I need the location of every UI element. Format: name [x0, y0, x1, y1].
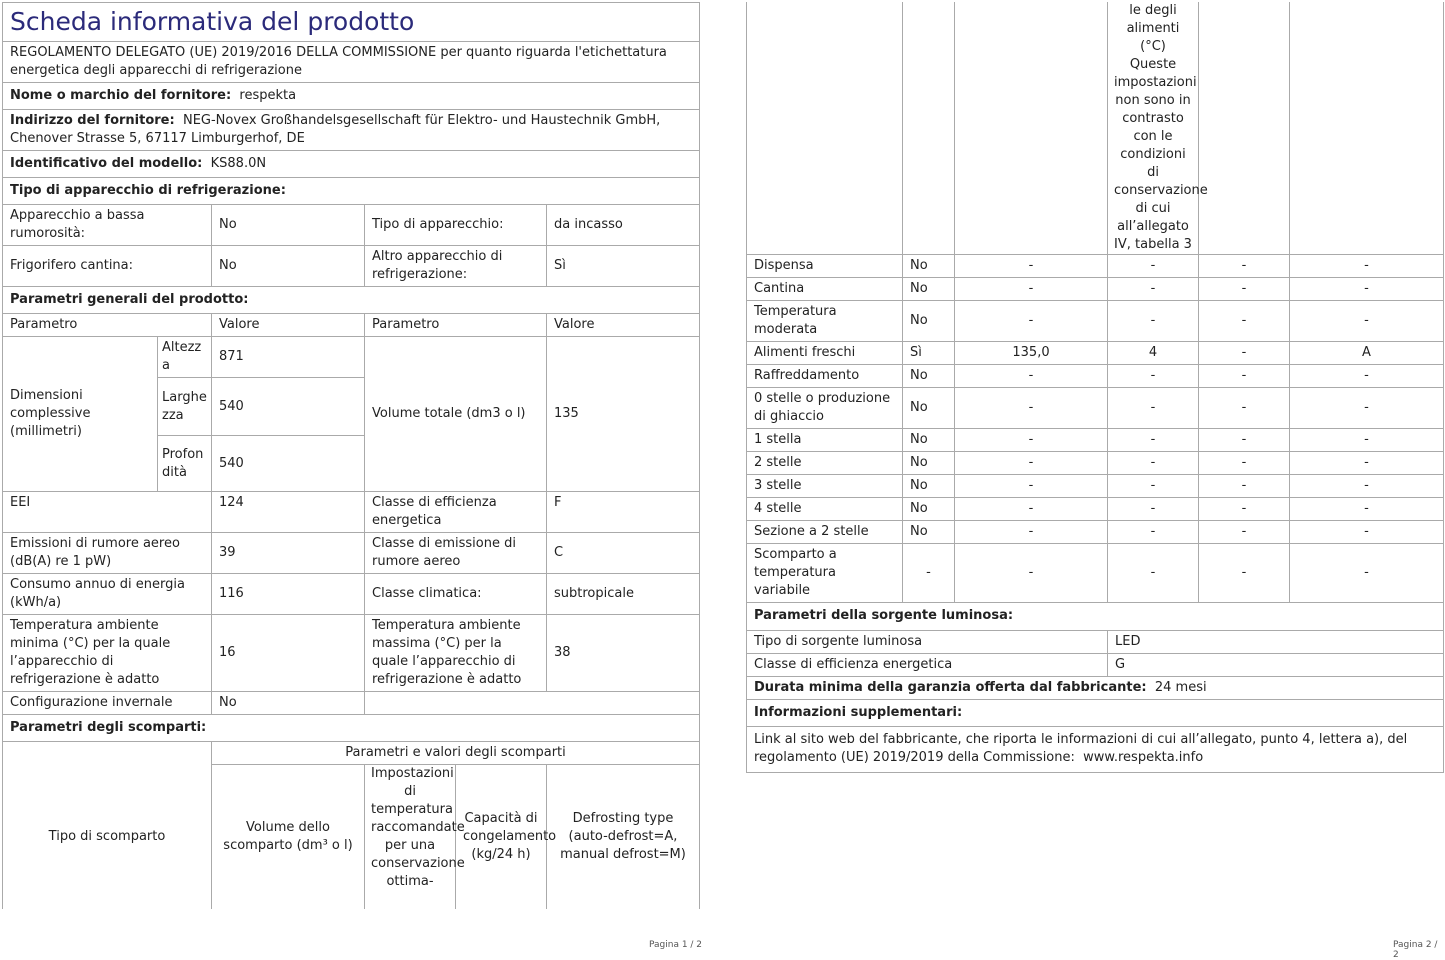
supplier-name-row: [3, 83, 700, 110]
compartment-temp: -: [1108, 365, 1199, 388]
compartment-name: 2 stelle: [747, 452, 903, 475]
compartment-freeze: -: [1199, 498, 1290, 521]
compartment-defrost: -: [1290, 278, 1444, 301]
supplier-name-label: Nome o marchio del fornitore:: [10, 88, 232, 103]
compartment-temp: 4: [1108, 342, 1199, 365]
compartment-name: Alimenti freschi: [747, 342, 903, 365]
page-title: Scheda informativa del prodotto: [3, 3, 700, 42]
col-param-header: Parametro: [3, 314, 212, 337]
page-number-2: Pagina 2 / 2: [1393, 940, 1438, 960]
compartment-values-heading: Parametri e valori degli scomparti: [212, 742, 700, 765]
compartment-temp: -: [1108, 388, 1199, 429]
compartment-present: No: [903, 255, 955, 278]
compartments-heading: [3, 715, 700, 742]
light-heading-text: Parametri della sorgente luminosa:: [754, 608, 1014, 624]
compartment-present: No: [903, 521, 955, 544]
climate-value: subtropicale: [547, 574, 700, 615]
energy-value: 116: [212, 574, 365, 615]
compartments-header-table: [2, 742, 700, 909]
general-heading: [3, 287, 700, 314]
light-type-label: Tipo di sorgente luminosa: [747, 630, 1108, 653]
tmax-value: 38: [547, 615, 700, 692]
other-label: Altro apparecchio di refrigerazione:: [365, 246, 547, 287]
compartment-temp-header-part2: [1108, 2, 1208, 255]
compartment-present: No: [903, 498, 955, 521]
other-value: Sì: [547, 246, 700, 287]
page-1: [2, 2, 699, 909]
extra-info: [747, 726, 1444, 772]
compartment-present: No: [903, 278, 955, 301]
compartment-present: No: [903, 475, 955, 498]
general-heading-text: Parametri generali del prodotto:: [10, 292, 249, 307]
energy-label: Consumo annuo di energia (kWh/a): [3, 574, 212, 615]
warranty-label: Durata minima della garanzia offerta dal fabbricante:: [754, 679, 1147, 695]
light-source-table: [746, 603, 1444, 773]
model-label: Identificativo del modello:: [10, 156, 203, 171]
low-noise-value: No: [212, 205, 365, 246]
compartment-temp: -: [1108, 475, 1199, 498]
compartment-name: 0 stelle o produzione di ghiaccio: [747, 388, 903, 429]
supplier-address-row: [3, 110, 700, 151]
compartment-name: 3 stelle: [747, 475, 903, 498]
winter-value: No: [212, 692, 365, 715]
width-label: Larghezza: [158, 378, 212, 436]
warranty-row: [747, 676, 1444, 699]
compartment-volume: -: [955, 255, 1108, 278]
compartment-defrost: -: [1290, 255, 1444, 278]
compartment-defrost: -: [1290, 365, 1444, 388]
eei-label: EEI: [3, 492, 212, 533]
compartment-temp: -: [1108, 278, 1199, 301]
compartment-name: Scomparto a temperatura variabile: [747, 544, 903, 603]
compartment-defrost: -: [1290, 498, 1444, 521]
compartment-volume: -: [955, 452, 1108, 475]
wine-label: Frigorifero cantina:: [3, 246, 212, 287]
page-number-1: Pagina 1 / 2: [649, 940, 703, 950]
product-info-table: [2, 2, 700, 742]
total-volume-value: 135: [547, 337, 700, 492]
compartment-volume: -: [955, 521, 1108, 544]
compartment-volume: -: [955, 301, 1108, 342]
compartment-present: -: [903, 544, 955, 603]
compartment-defrost-header: Defrosting type (auto-defrost=A, manual defrost=M): [547, 765, 700, 909]
total-volume-label: Volume totale (dm3 o l): [365, 337, 547, 492]
type-label: Tipo di apparecchio:: [365, 205, 547, 246]
col-value-header-2: Valore: [547, 314, 700, 337]
model-row: [3, 151, 700, 178]
compartment-freeze: -: [1199, 452, 1290, 475]
compartment-present: No: [903, 429, 955, 452]
col-param-header-2: Parametro: [365, 314, 547, 337]
compartment-freeze: -: [1199, 365, 1290, 388]
compartment-name: Dispensa: [747, 255, 903, 278]
compartment-temp: -: [1108, 544, 1199, 603]
compartment-present: No: [903, 452, 955, 475]
warranty-value: 24 mesi: [1154, 679, 1207, 695]
compartment-volume: -: [955, 278, 1108, 301]
compartment-freeze: -: [1199, 278, 1290, 301]
temp-header-line-b: Queste impostazioni non sono in contrasto con le condizioni di conservazione di cui all’allegato IV, tabella 3: [1114, 57, 1208, 252]
compartment-freeze: -: [1199, 544, 1290, 603]
compartment-volume: -: [955, 498, 1108, 521]
compartment-row: [747, 452, 1444, 475]
compartment-temp: -: [1108, 498, 1199, 521]
compartment-present: No: [903, 388, 955, 429]
compartment-freeze: -: [1199, 342, 1290, 365]
compartment-freeze: -: [1199, 429, 1290, 452]
compartment-defrost: -: [1290, 452, 1444, 475]
compartment-defrost: -: [1290, 301, 1444, 342]
depth-value: 540: [212, 436, 365, 492]
compartment-name: 1 stella: [747, 429, 903, 452]
height-value: 871: [212, 337, 365, 378]
compartment-name: Cantina: [747, 278, 903, 301]
compartment-present: No: [903, 365, 955, 388]
compartment-row: [747, 255, 1444, 278]
compartments-table: [746, 255, 1444, 603]
appliance-type-heading: [3, 178, 700, 205]
tmin-label: Temperatura ambiente minima (°C) per la quale l’apparecchio di refrigerazione è adatto: [3, 615, 212, 692]
eei-value: 124: [212, 492, 365, 533]
compartment-present: Sì: [903, 342, 955, 365]
height-label: Altezza: [158, 337, 212, 378]
light-class-label: Classe di efficienza energetica: [747, 653, 1108, 676]
compartment-name: Sezione a 2 stelle: [747, 521, 903, 544]
compartment-defrost: -: [1290, 429, 1444, 452]
compartment-volume: -: [955, 475, 1108, 498]
compartment-row: [747, 365, 1444, 388]
compartment-volume: 135,0: [955, 342, 1108, 365]
low-noise-label: Apparecchio a bassa rumorosità:: [3, 205, 212, 246]
compartment-freeze-header: Capacità di congelamento (kg/24 h): [456, 765, 547, 909]
regulation-text: REGOLAMENTO DELEGATO (UE) 2019/2016 DELLA COMMISSIONE per quanto riguarda l'etichettatura energetica degli apparecchi di refrigerazione: [3, 42, 700, 83]
supplier-name: respekta: [239, 88, 297, 103]
model-id: KS88.0N: [210, 156, 267, 171]
compartment-row: [747, 278, 1444, 301]
compartment-row: [747, 342, 1444, 365]
eff-class-value: F: [547, 492, 700, 533]
noise-label: Emissioni di rumore aereo (dB(A) re 1 pW): [3, 533, 212, 574]
light-type-value: LED: [1108, 630, 1444, 653]
compartment-freeze: -: [1199, 301, 1290, 342]
wine-value: No: [212, 246, 365, 287]
compartment-defrost: A: [1290, 342, 1444, 365]
compartment-freeze: -: [1199, 388, 1290, 429]
dimensions-label: Dimensioni complessive (millimetri): [3, 337, 158, 492]
compartment-temp: -: [1108, 429, 1199, 452]
compartment-temp: -: [1108, 521, 1199, 544]
compartment-freeze: -: [1199, 255, 1290, 278]
compartment-row: [747, 544, 1444, 603]
compartment-defrost: -: [1290, 521, 1444, 544]
depth-label: Profondità: [158, 436, 212, 492]
noise-class-label: Classe di emissione di rumore aereo: [365, 533, 547, 574]
extra-heading-text: Informazioni supplementari:: [754, 704, 963, 720]
compartment-volume: -: [955, 388, 1108, 429]
compartment-temp: -: [1108, 301, 1199, 342]
supplier-address-label: Indirizzo del fornitore:: [10, 113, 175, 128]
compartment-row: [747, 475, 1444, 498]
compartment-temp-header-part1: Impostazioni di temperatura raccomandate per una conservazione ottima-: [365, 765, 456, 909]
compartment-volume: -: [955, 365, 1108, 388]
empty-cell: [365, 692, 700, 715]
page-2: [746, 2, 1443, 773]
noise-class-value: C: [547, 533, 700, 574]
manufacturer-link[interactable]: www.respekta.info: [1083, 750, 1204, 765]
compartment-defrost: -: [1290, 544, 1444, 603]
compartment-type-header: Tipo di scomparto: [3, 765, 212, 909]
compartment-row: [747, 521, 1444, 544]
tmax-label: Temperatura ambiente massima (°C) per la quale l’apparecchio di refrigerazione è adatto: [365, 615, 547, 692]
compartment-name: Raffreddamento: [747, 365, 903, 388]
compartment-name: 4 stelle: [747, 498, 903, 521]
compartment-temp: -: [1108, 255, 1199, 278]
extra-text: Link al sito web del fabbricante, che riporta le informazioni di cui all’allegato, punto 4, lettera a), del regolamento (UE) 2019/2019 della Commissione:: [754, 732, 1408, 765]
width-value: 540: [212, 378, 365, 436]
noise-value: 39: [212, 533, 365, 574]
compartment-volume: -: [955, 429, 1108, 452]
temp-header-line-a: le degli alimenti (°C): [1126, 3, 1180, 54]
eff-class-label: Classe di efficienza energetica: [365, 492, 547, 533]
col-value-header: Valore: [212, 314, 365, 337]
climate-label: Classe climatica:: [365, 574, 547, 615]
supplier-address: NEG-Novex Großhandelsgesellschaft für Elektro- und Haustechnik GmbH, Chenover Strasse 5, 67117 Limburgerhof, DE: [10, 113, 661, 146]
light-class-value: G: [1108, 653, 1444, 676]
compartment-row: [747, 429, 1444, 452]
compartment-row: [747, 388, 1444, 429]
compartment-freeze: -: [1199, 521, 1290, 544]
compartment-freeze: -: [1199, 475, 1290, 498]
extra-heading: [747, 699, 1444, 726]
compartment-temp: -: [1108, 452, 1199, 475]
compartment-volume: -: [955, 544, 1108, 603]
tmin-value: 16: [212, 615, 365, 692]
compartment-row: [747, 301, 1444, 342]
compartment-present: No: [903, 301, 955, 342]
compartment-row: [747, 498, 1444, 521]
compartments-header-continued: [746, 2, 1444, 255]
compartment-volume-header: Volume dello scomparto (dm³ o l): [212, 765, 365, 909]
compartment-defrost: -: [1290, 475, 1444, 498]
compartment-defrost: -: [1290, 388, 1444, 429]
compartments-heading-text: Parametri degli scomparti:: [10, 720, 207, 735]
compartment-name: Temperatura moderata: [747, 301, 903, 342]
light-heading: [747, 603, 1444, 630]
type-value: da incasso: [547, 205, 700, 246]
winter-label: Configurazione invernale: [3, 692, 212, 715]
appliance-type-heading-text: Tipo di apparecchio di refrigerazione:: [10, 183, 286, 198]
